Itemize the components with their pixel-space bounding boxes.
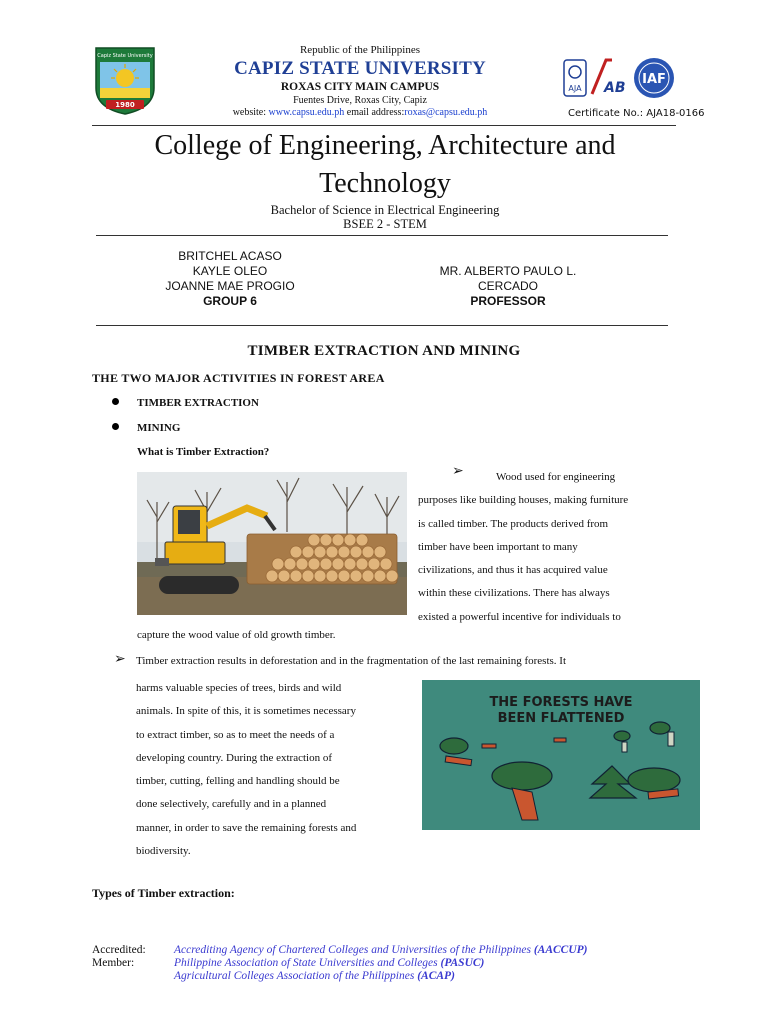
org-name: Agricultural Colleges Association of the Philippines (174, 970, 418, 982)
text-line: animals. In spite of this, it is sometimes necessary (136, 705, 356, 718)
campus-name: ROXAS CITY MAIN CAMPUS (280, 81, 440, 93)
website-label: website: (232, 107, 269, 118)
text-line: developing country. During the extraction of (136, 751, 333, 764)
section-title: TIMBER EXTRACTION AND MINING (247, 343, 521, 359)
contact-line (160, 107, 560, 118)
text-line: timber have been important to many (418, 540, 578, 553)
email-link[interactable]: roxas@capsu.edu.ph (404, 107, 488, 118)
footer-line (92, 957, 588, 970)
text-line: existed a powerful incentive for individuals to (418, 610, 621, 623)
text-line: to extract timber, so as to meet the needs of a (136, 728, 335, 741)
member-list (150, 249, 310, 309)
svg-text:IAF: IAF (642, 72, 666, 87)
text-line: Timber extraction results in deforestation and in the fragmentation of the last remaining forests. It (136, 655, 567, 667)
text-line: Wood used for engineering (496, 471, 616, 483)
member-label: Member: (92, 957, 135, 969)
org-name: Philippine Association of State Universities and Colleges (174, 957, 441, 969)
footer-line (92, 944, 588, 957)
subheading: THE TWO MAJOR ACTIVITIES IN FOREST AREA (92, 371, 385, 385)
paragraph-timber-definition (418, 466, 674, 629)
member-name: BRITCHEL ACASO (178, 249, 282, 263)
professor-role: PROFESSOR (470, 294, 546, 308)
text-line: within these civilizations. There has always (418, 587, 610, 600)
accreditation-footer (92, 944, 588, 983)
professor-block (408, 264, 608, 309)
text-line: done selectively, carefully and in a planned (136, 798, 327, 811)
bullet-dot-icon (112, 423, 119, 430)
timber-extraction-photo (137, 472, 407, 615)
illustration-caption-line: THE FORESTS HAVE (489, 695, 633, 710)
svg-text:Capiz State University: Capiz State University (97, 53, 153, 59)
member-name: JOANNE MAE PROGIO (165, 279, 295, 293)
org-abbr: (PASUC) (440, 957, 485, 969)
types-heading: Types of Timber extraction: (92, 886, 235, 900)
bullet-item: TIMBER EXTRACTION (112, 397, 259, 409)
aja-logo (564, 60, 586, 96)
svg-text:AJA: AJA (568, 84, 582, 93)
professor-name: MR. ALBERTO PAULO L. CERCADO (439, 264, 577, 293)
text-line: purposes like building houses, making furniture (418, 494, 629, 507)
org-abbr: (AACCUP) (533, 944, 588, 956)
email-label: email address: (344, 107, 405, 118)
university-name: CAPIZ STATE UNIVERSITY (234, 58, 486, 79)
certificate-number: Certificate No.: AJA18-0166 (568, 108, 705, 119)
bullet-item: MINING (112, 422, 180, 434)
text-line: capture the wood value of old growth timber. (137, 629, 336, 641)
certification-logos (562, 56, 705, 122)
text-line: civilizations, and thus it has acquired value (418, 564, 608, 577)
university-logo (92, 44, 158, 116)
republic-line: Republic of the Philippines (299, 44, 421, 56)
accredited-label: Accredited: (92, 944, 146, 956)
program-name: Bachelor of Science in Electrical Engineering (270, 203, 500, 217)
bullet-dot-icon (112, 398, 119, 405)
org-abbr: (ACAP) (417, 970, 455, 982)
text-line: is called timber. The products derived from (418, 517, 609, 530)
arrow-bullet-icon: ➢ (114, 652, 126, 667)
footer-line (92, 970, 588, 983)
campus-address: Fuentes Drive, Roxas City, Capiz (293, 95, 427, 106)
iaf-logo (634, 58, 674, 98)
question-heading: What is Timber Extraction? (137, 446, 270, 458)
program-section: BSEE 2 - STEM (343, 217, 427, 231)
text-line: biodiversity. (136, 845, 191, 858)
ab-logo (592, 60, 626, 96)
org-name: Accrediting Agency of Chartered Colleges and Universities of the Philippines (174, 944, 534, 956)
svg-text:AB: AB (604, 80, 626, 96)
college-title: College of Engineering, Architecture and Technology (154, 130, 616, 199)
illustration-caption-line: BEEN FLATTENED (497, 711, 625, 726)
arrow-bullet-icon: ➢ (452, 464, 464, 479)
member-name: KAYLE OLEO (192, 264, 268, 278)
text-line: harms valuable species of trees, birds and wild (136, 682, 342, 694)
divider-top (96, 235, 668, 236)
text-line: timber, cutting, felling and handling should be (136, 775, 340, 788)
header-divider (92, 125, 676, 126)
flattened-forests-illustration (422, 680, 700, 830)
svg-text:1980: 1980 (115, 101, 135, 109)
program-block (170, 203, 600, 231)
text-line: manner, in order to save the remaining forests and (136, 821, 357, 834)
divider-bottom (96, 325, 668, 326)
website-link[interactable]: www.capsu.edu.ph (268, 107, 345, 118)
paragraph-deforestation (136, 677, 401, 863)
group-label: GROUP 6 (203, 294, 257, 308)
